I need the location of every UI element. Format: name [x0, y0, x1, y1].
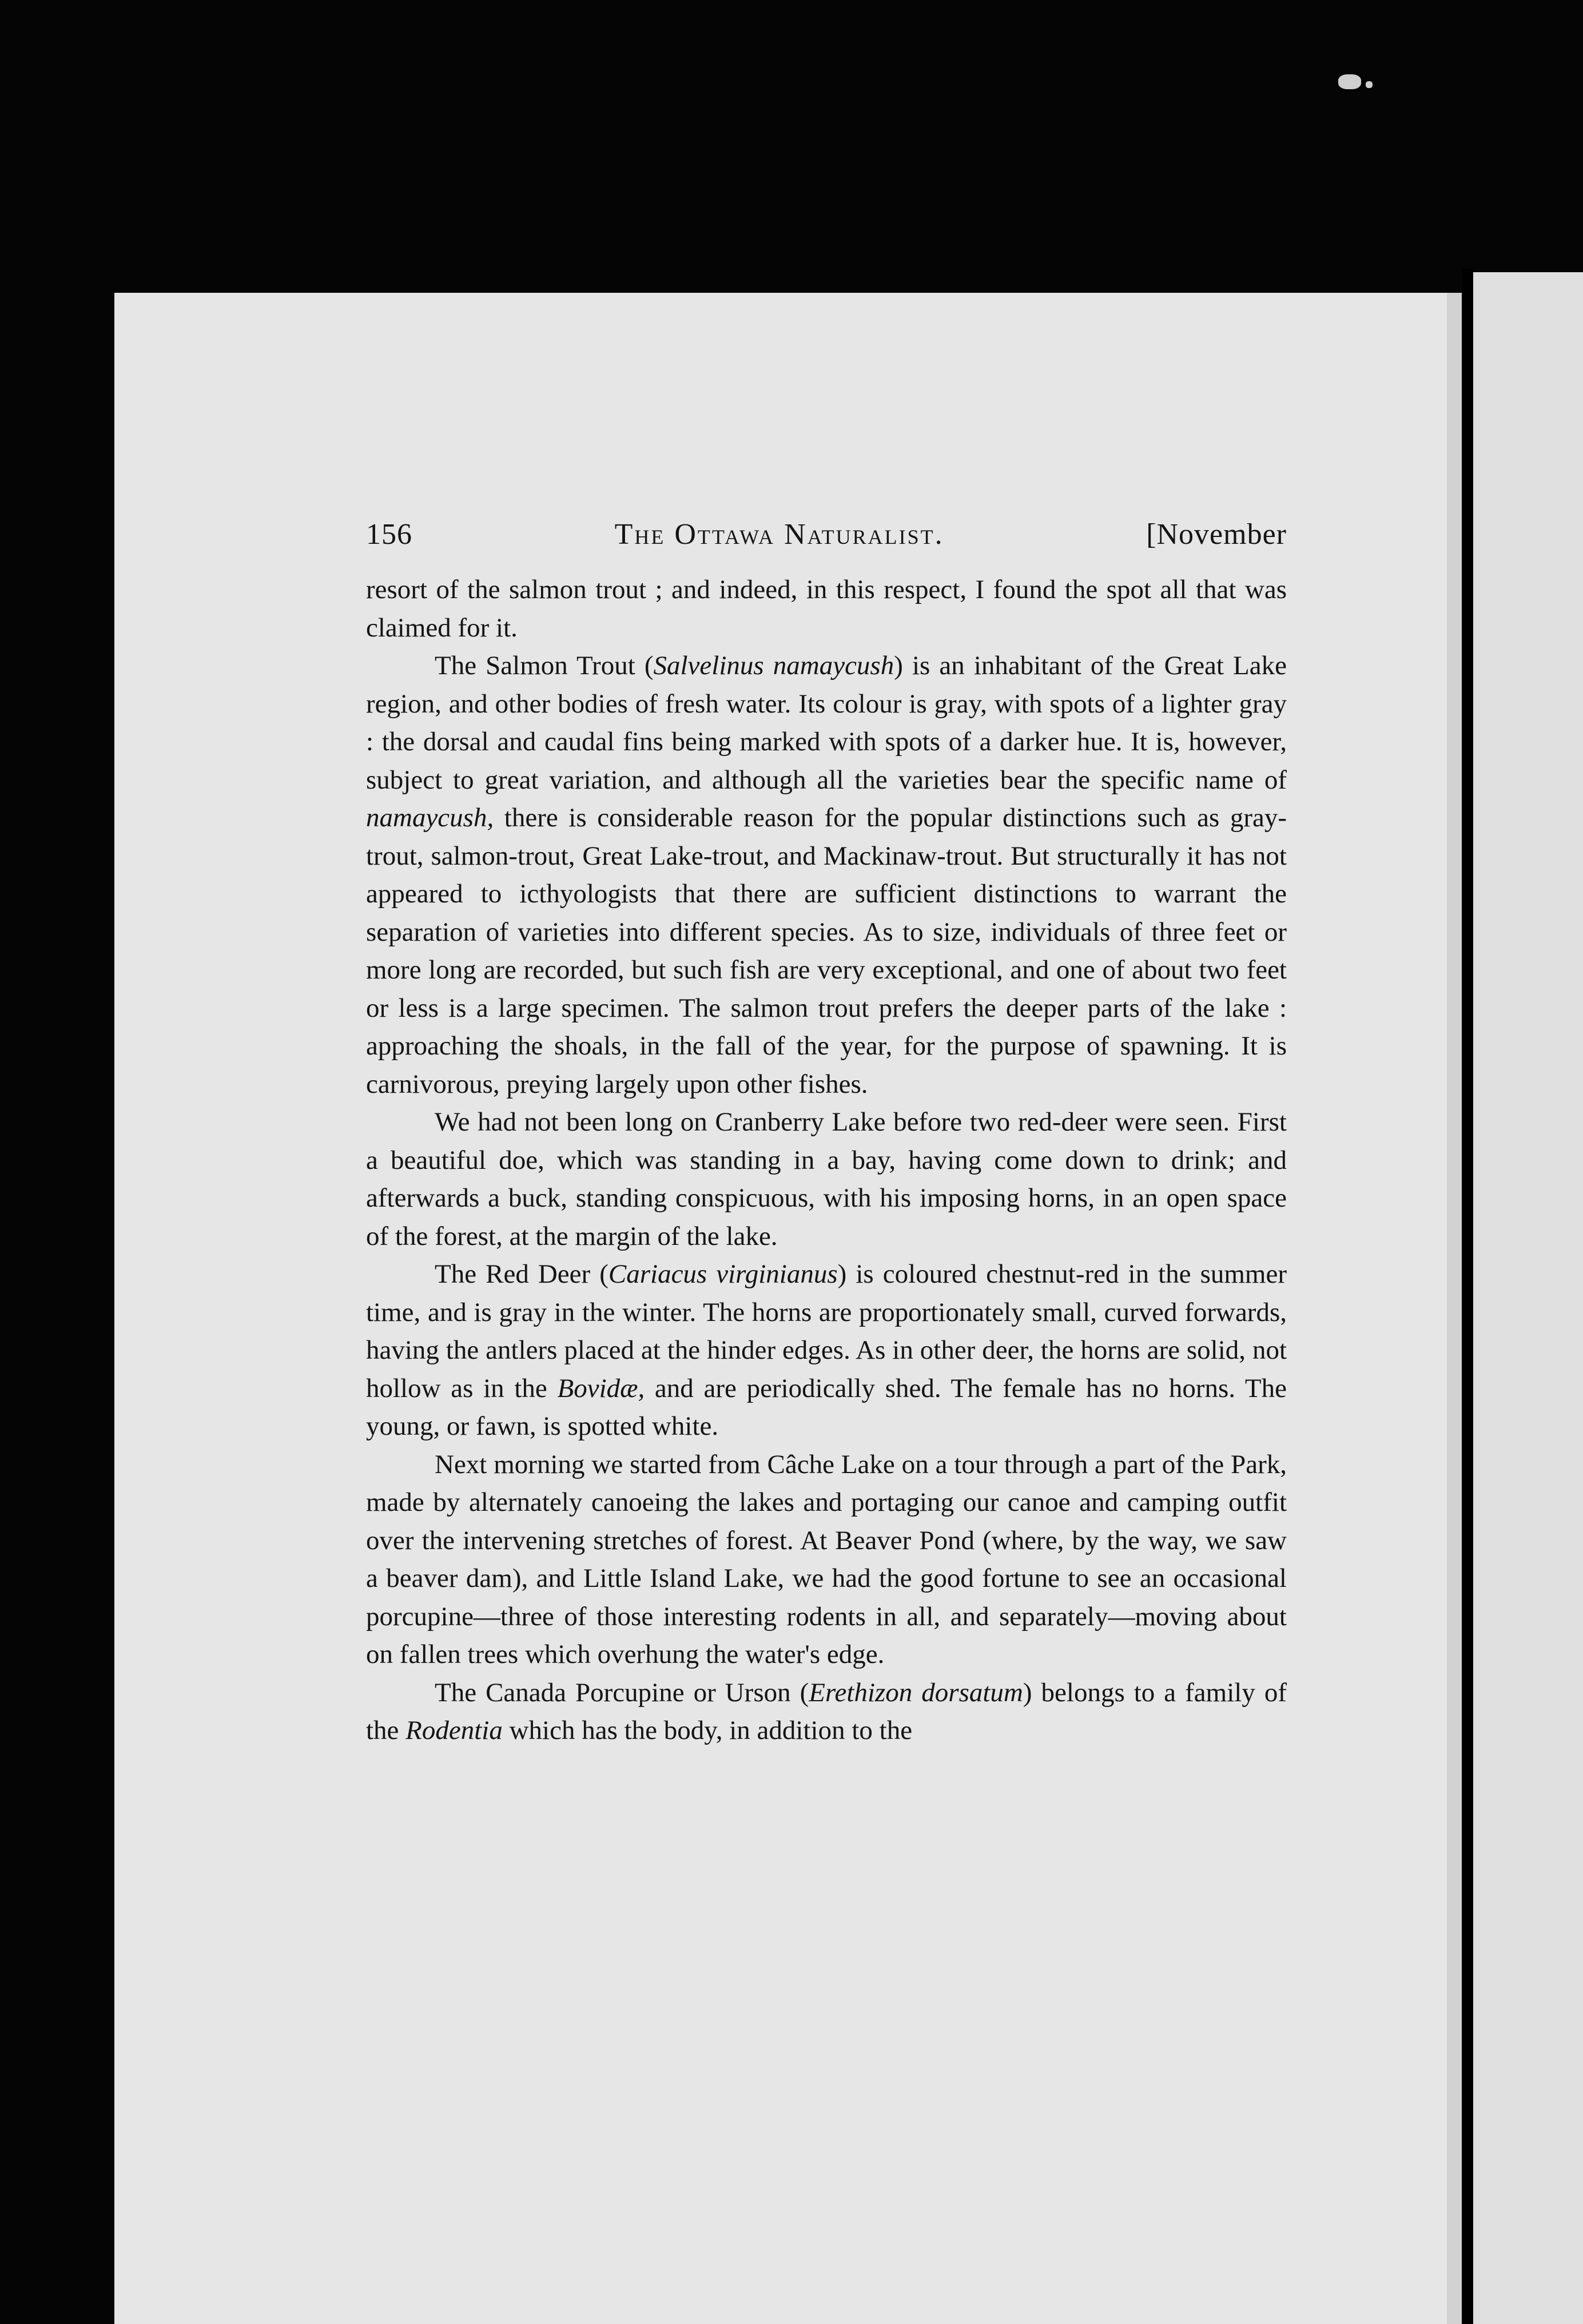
paragraph [366, 571, 1287, 647]
page-text [366, 515, 1287, 1750]
text-run: We had not been long on Cranberry Lake before two red-deer were seen. First a beautiful doe, which was standing in a bay, having come down to drink; and afterwards a buck, standing conspicuous, with his imposing horns, in an open space of the forest, at the margin of the lake. [366, 1107, 1287, 1251]
italic-term: Erethizon dorsatum [809, 1677, 1023, 1708]
body-text [366, 571, 1287, 1750]
scan-speck [1338, 74, 1361, 89]
gutter-shadow [1462, 269, 1473, 2324]
text-run: The Red Deer ( [435, 1259, 608, 1289]
issue-month: [November [1146, 518, 1287, 551]
paragraph [366, 1103, 1287, 1255]
scan-speck [1366, 81, 1373, 88]
page-number: 156 [366, 518, 412, 551]
paragraph [366, 1674, 1287, 1750]
text-run: The Canada Porcupine or Urson ( [435, 1677, 809, 1708]
text-run: Next morning we started from Câche Lake on a tour through a part of the Park, made by alternately canoeing the lakes and portaging our canoe and camping outfit over the intervening stretches of forest. At Beaver Pond (where, by the way, we saw a beaver dam), and Little Island Lake, we had the good fortune to see an occasional porcupine—three of those interesting rodents in all, and separately—moving about on fallen trees which overhung the water's edge. [366, 1449, 1287, 1669]
paragraph [366, 1255, 1287, 1446]
running-head [366, 515, 1287, 555]
paragraph [366, 647, 1287, 1103]
text-run: ) belongs to a family of the [366, 1677, 1287, 1745]
italic-term: Salvelinus namaycush [653, 651, 894, 681]
adjacent-page-edge [1473, 272, 1583, 2324]
text-run: ) is an inhabitant of the Great Lake region, and other bodies of fresh water. Its colour is gray, with spots of a lighter gray : the dorsal and caudal fins being marked with spots of a darker hue. It is, however, subject to great variation, and although all the varieties bear the specific name of [366, 651, 1287, 795]
text-run: resort of the salmon trout ; and indeed, in this respect, I found the spot all that was claimed for it. [366, 575, 1287, 643]
text-run: ) is coloured chestnut-red in the summer time, and is gray in the winter. The horns are proportionately small, curved forwards, having the antlers placed at the hinder edges. As in other deer, the horns are solid, not hollow as in the [366, 1259, 1287, 1403]
italic-term: Cariacus virginianus [608, 1259, 838, 1289]
italic-term: Bovidæ, [557, 1373, 645, 1403]
italic-term: namaycush, [366, 803, 494, 833]
text-run: The Salmon Trout ( [435, 651, 654, 681]
text-run: there is considerable reason for the popular distinctions such as gray-trout, salmon-trout, Great Lake-trout, and Mackinaw-trout. But structurally it has not appeared to icthyologists that there are sufficient distinctions to warrant the separation of varieties into different species. As to size, individuals of three feet or more long are recorded, but such fish are very exceptional, and one of about two feet or less is a large specimen. The salmon trout prefers the deeper parts of the lake : approaching the shoals, in the fall of the year, for the purpose of spawning. It is carnivorous, preying largely upon other fishes. [366, 803, 1287, 1099]
page-gutter [1447, 293, 1462, 2324]
paragraph [366, 1446, 1287, 1674]
text-run: which has the body, in addition to the [502, 1716, 913, 1745]
italic-term: Rodentia [405, 1716, 503, 1745]
text-run: and are periodically shed. The female has no horns. The young, or fawn, is spotted white. [366, 1373, 1287, 1441]
journal-title: The Ottawa Naturalist. [614, 518, 944, 551]
